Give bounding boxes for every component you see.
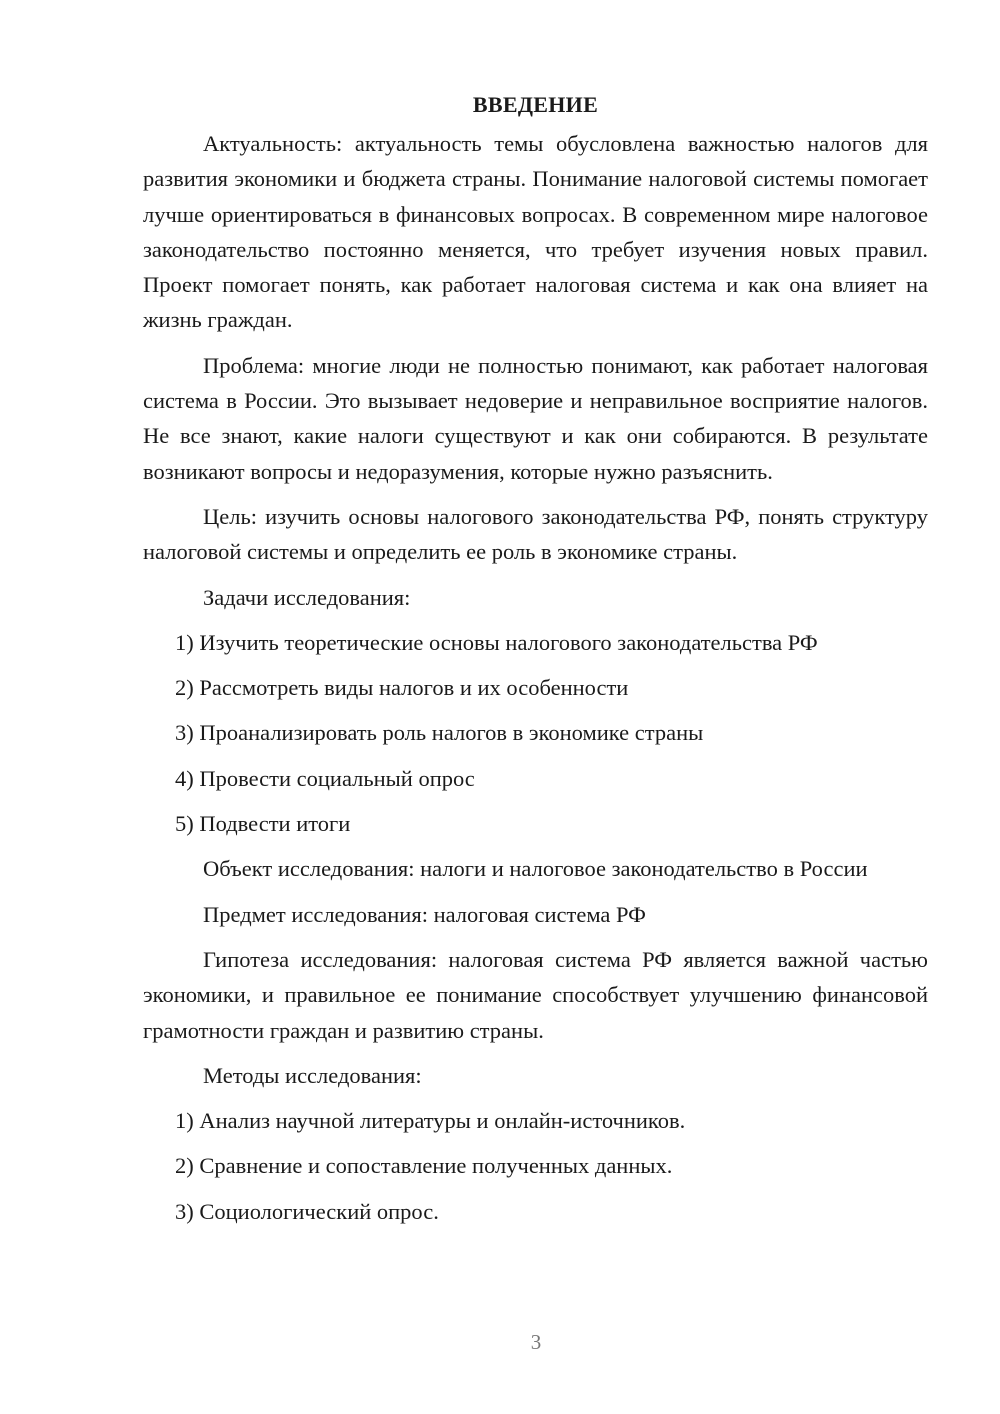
document-page <box>143 90 928 1239</box>
problem-paragraph: Проблема: многие люди не полностью понимают, как работает налоговая система в России. Это вызывает недоверие и неправильное восприятие налогов. Не все знают, какие налоги существуют и как они собираются. В результате возникают вопросы и недоразумения, которые нужно разъяснить. <box>143 352 928 484</box>
method-item: 3) Социологический опрос. <box>175 1198 439 1224</box>
task-item: 3) Проанализировать роль налогов в экономике страны <box>175 720 704 746</box>
method-item: 2) Сравнение и сопоставление полученных данных. <box>175 1153 673 1179</box>
method-item: 1) Анализ научной литературы и онлайн-источников. <box>175 1108 686 1134</box>
page-heading: ВВЕДЕНИЕ <box>472 92 599 117</box>
object-paragraph: Объект исследования: налоги и налоговое законодательство в России <box>203 856 868 882</box>
methods-title: Методы исследования: <box>203 1062 422 1088</box>
relevance-paragraph: Актуальность: актуальность темы обусловлена важностью налогов для развития экономики и бюджета страны. Понимание налоговой системы помогает лучше ориентироваться в финансовых вопросах. В современном мире налоговое законодательство постоянно меняется, что требует изучения новых правил. Проект помогает понять, как работает налоговая система и как она влияет на жизнь граждан. <box>143 131 928 333</box>
task-item: 2) Рассмотреть виды налогов и их особенности <box>175 675 629 701</box>
task-item: 1) Изучить теоретические основы налогового законодательства РФ <box>175 629 818 655</box>
task-item: 5) Подвести итоги <box>175 811 351 837</box>
subject-line: Предмет исследования: налоговая система РФ <box>203 901 646 927</box>
goal-paragraph: Цель: изучить основы налогового законодательства РФ, понять структуру налоговой системы и определить ее роль в экономике страны. <box>143 503 928 565</box>
task-item: 4) Провести социальный опрос <box>175 765 475 791</box>
tasks-title: Задачи исследования: <box>203 584 411 610</box>
page-number: 3 <box>530 1330 542 1354</box>
hypothesis-paragraph: Гипотеза исследования: налоговая система РФ является важной частью экономики, и правильное ее понимание способствует улучшению финансовой грамотности граждан и развитию страны. <box>143 946 928 1043</box>
